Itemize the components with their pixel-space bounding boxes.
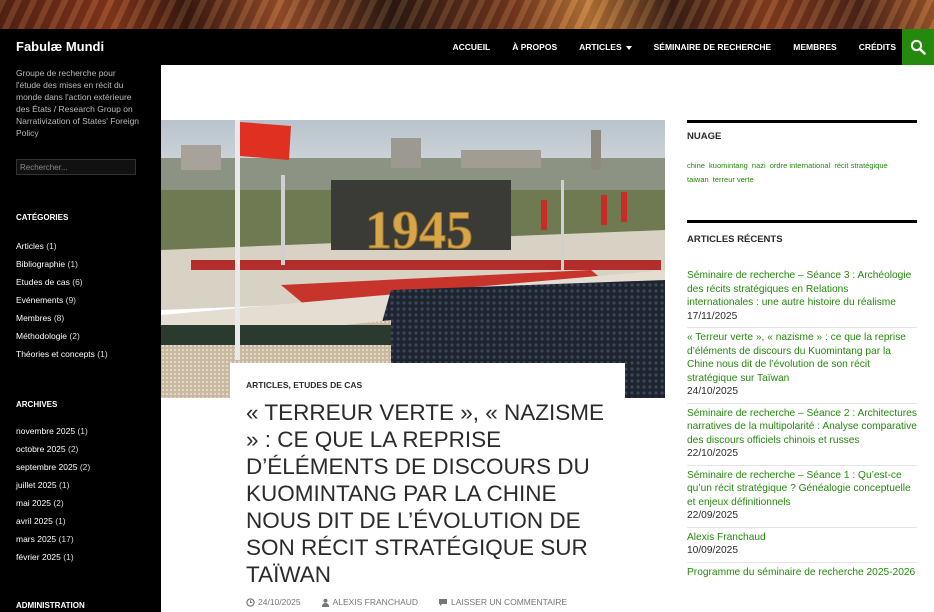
primary-nav	[430, 29, 896, 65]
category-item[interactable]	[16, 345, 108, 363]
recent-post-link[interactable]: « Terreur verte », « nazisme » : ce que la reprise d’éléments de discours du Kuomintang par la Chine nous dit de l’évolution de son récit stratégique sur Taïwan	[687, 332, 906, 384]
top-bar	[0, 29, 934, 65]
post-entry	[230, 363, 625, 612]
nav-articles[interactable]	[579, 42, 632, 52]
recent-post-link[interactable]: Séminaire de recherche – Séance 1 : Qu’est-ce qu’un récit stratégique ? Généalogie conceptuelle et enjeux définitionnels	[687, 469, 911, 508]
post-author[interactable]	[321, 597, 429, 607]
category-item[interactable]	[16, 309, 108, 327]
clock-icon	[246, 598, 255, 607]
post-comment-link[interactable]	[438, 597, 577, 607]
widget-rule	[687, 220, 917, 223]
chevron-down-icon	[626, 46, 632, 50]
category-count: (8)	[53, 313, 65, 323]
recent-post-item	[687, 327, 917, 403]
hero-year-text: 1945	[365, 200, 473, 260]
tag-link[interactable]: terreur verte	[712, 175, 754, 184]
category-item[interactable]	[16, 237, 108, 255]
category-count: (1)	[67, 259, 78, 269]
recent-post-date: 10/09/2025	[687, 545, 738, 556]
archive-label[interactable]: avril 2025	[16, 516, 53, 526]
archive-count: (2)	[68, 444, 79, 454]
category-link-etudes[interactable]: ETUDES DE CAS	[293, 380, 363, 390]
post-date-text: 24/10/2025	[258, 597, 301, 607]
nav-accueil[interactable]: ACCUEIL	[452, 42, 491, 52]
post-comment-text: LAISSER UN COMMENTAIRE	[451, 597, 568, 607]
primary-sidebar	[0, 65, 161, 612]
archive-item[interactable]	[16, 476, 90, 494]
recent-post-link[interactable]: Séminaire de recherche – Séance 3 : Archéologie des récits stratégiques en Relations internationales : une autre histoire du réalisme	[687, 270, 912, 308]
tag-cloud	[687, 159, 912, 187]
recent-post-date: 22/10/2025	[687, 448, 738, 459]
recent-posts-title: ARTICLES RÉCENTS	[687, 234, 783, 245]
category-item[interactable]	[16, 327, 108, 345]
post-meta	[246, 597, 587, 607]
archive-count: (1)	[55, 516, 66, 526]
category-count: (1)	[46, 241, 57, 251]
recent-post-link[interactable]: Alexis Franchaud	[687, 531, 766, 543]
archive-item[interactable]	[16, 458, 90, 476]
nav-seminaire[interactable]: SÉMINAIRE DE RECHERCHE	[653, 42, 772, 52]
category-separator: ,	[288, 380, 294, 390]
post-categories	[246, 380, 362, 390]
archive-count: (17)	[58, 534, 74, 544]
nav-credits[interactable]: CRÉDITS	[858, 42, 896, 52]
archive-item[interactable]	[16, 422, 90, 440]
archive-item[interactable]	[16, 530, 90, 548]
category-item[interactable]	[16, 255, 108, 273]
featured-image[interactable]	[161, 120, 665, 398]
archive-label[interactable]: octobre 2025	[16, 444, 66, 454]
post-date[interactable]	[246, 597, 311, 607]
archive-count: (1)	[59, 480, 70, 490]
search-icon	[910, 39, 926, 55]
archive-label[interactable]: septembre 2025	[16, 462, 78, 472]
recent-post-item	[687, 266, 917, 327]
recent-post-item	[687, 527, 917, 562]
site-description: Groupe de recherche pour l'étude des mises en récit du monde dans l'action extérieure des États / Research Group on Narrativization of States' Foreign Policy	[16, 68, 140, 138]
tag-link[interactable]: récit stratégique	[834, 161, 888, 170]
categories-title: CATÉGORIES	[16, 213, 69, 222]
archive-count: (1)	[77, 426, 88, 436]
category-count: (2)	[69, 331, 80, 341]
tag-link[interactable]: ordre international	[769, 161, 831, 170]
archive-label[interactable]: mai 2025	[16, 498, 51, 508]
tag-link[interactable]: taiwan	[687, 175, 709, 184]
recent-post-link[interactable]: Séminaire de recherche – Séance 2 : Architectures narratives de la multipolarité : Analyse comparative des discours officiels chinois et russes	[687, 407, 917, 446]
recent-post-item	[687, 562, 917, 584]
nav-membres[interactable]: MEMBRES	[793, 42, 837, 52]
archive-item[interactable]	[16, 494, 90, 512]
recent-posts-list	[687, 266, 917, 583]
tag-cloud-title: NUAGE	[687, 131, 722, 142]
archive-count: (2)	[53, 498, 64, 508]
recent-post-date: 22/09/2025	[687, 510, 738, 521]
archive-label[interactable]: mars 2025	[16, 534, 57, 544]
category-count: (6)	[72, 277, 83, 287]
site-title[interactable]: Fabulæ Mundi	[16, 39, 105, 54]
nav-articles-label: ARTICLES	[579, 42, 622, 52]
parade-photo	[161, 120, 665, 398]
archive-label[interactable]: février 2025	[16, 552, 61, 562]
category-label[interactable]: Méthodologie	[16, 331, 68, 341]
tag-link[interactable]: nazi	[751, 161, 766, 170]
archive-item[interactable]	[16, 548, 90, 566]
administration-title: ADMINISTRATION	[16, 601, 85, 610]
tag-link[interactable]: kuomintang	[709, 161, 748, 170]
archive-item[interactable]	[16, 440, 90, 458]
category-count: (1)	[97, 349, 108, 359]
archive-count: (1)	[63, 552, 74, 562]
post-author-text: ALEXIS FRANCHAUD	[332, 597, 419, 607]
tag-link[interactable]: chine	[687, 161, 705, 170]
archive-item[interactable]	[16, 512, 90, 530]
category-label[interactable]: Evénements	[16, 295, 64, 305]
recent-post-date: 24/10/2025	[687, 386, 738, 397]
category-link-articles[interactable]: ARTICLES	[246, 380, 289, 390]
archives-list	[16, 422, 90, 566]
nav-a-propos[interactable]: À PROPOS	[512, 42, 558, 52]
archive-label[interactable]: novembre 2025	[16, 426, 76, 436]
category-count: (9)	[65, 295, 77, 305]
header-banner-image	[0, 0, 934, 29]
recent-post-link[interactable]: Programme du séminaire de recherche 2025-2026	[687, 566, 916, 578]
category-item[interactable]	[16, 291, 108, 309]
comment-icon	[438, 598, 448, 607]
widget-rule	[687, 120, 917, 123]
user-icon	[321, 598, 330, 607]
recent-post-item	[687, 403, 917, 465]
archive-count: (2)	[79, 462, 91, 472]
category-label[interactable]: Théories et concepts	[16, 349, 95, 359]
category-item[interactable]	[16, 273, 108, 291]
category-label[interactable]: Membres	[16, 313, 52, 323]
recent-post-date: 17/11/2025	[687, 310, 738, 322]
categories-list	[16, 237, 108, 363]
recent-post-item	[687, 465, 917, 527]
category-label[interactable]: Bibliographie	[16, 259, 66, 269]
archive-label[interactable]: juillet 2025	[16, 480, 57, 490]
category-label[interactable]: Etudes de cas	[16, 277, 70, 287]
category-label[interactable]: Articles	[16, 241, 44, 251]
search-toggle-button[interactable]	[902, 29, 934, 65]
search-input[interactable]: Rechercher...	[16, 159, 136, 175]
archives-title: ARCHIVES	[16, 400, 58, 409]
post-title[interactable]: « TERREUR VERTE », « NAZISME » : CE QUE LA REPRISE D’ÉLÉMENTS DE DISCOURS DU KUOMINTANG PAR LA CHINE NOUS DIT DE L’ÉVOLUTION DE SON RÉCIT STRATÉGIQUE SUR TAÏWAN	[246, 400, 605, 587]
